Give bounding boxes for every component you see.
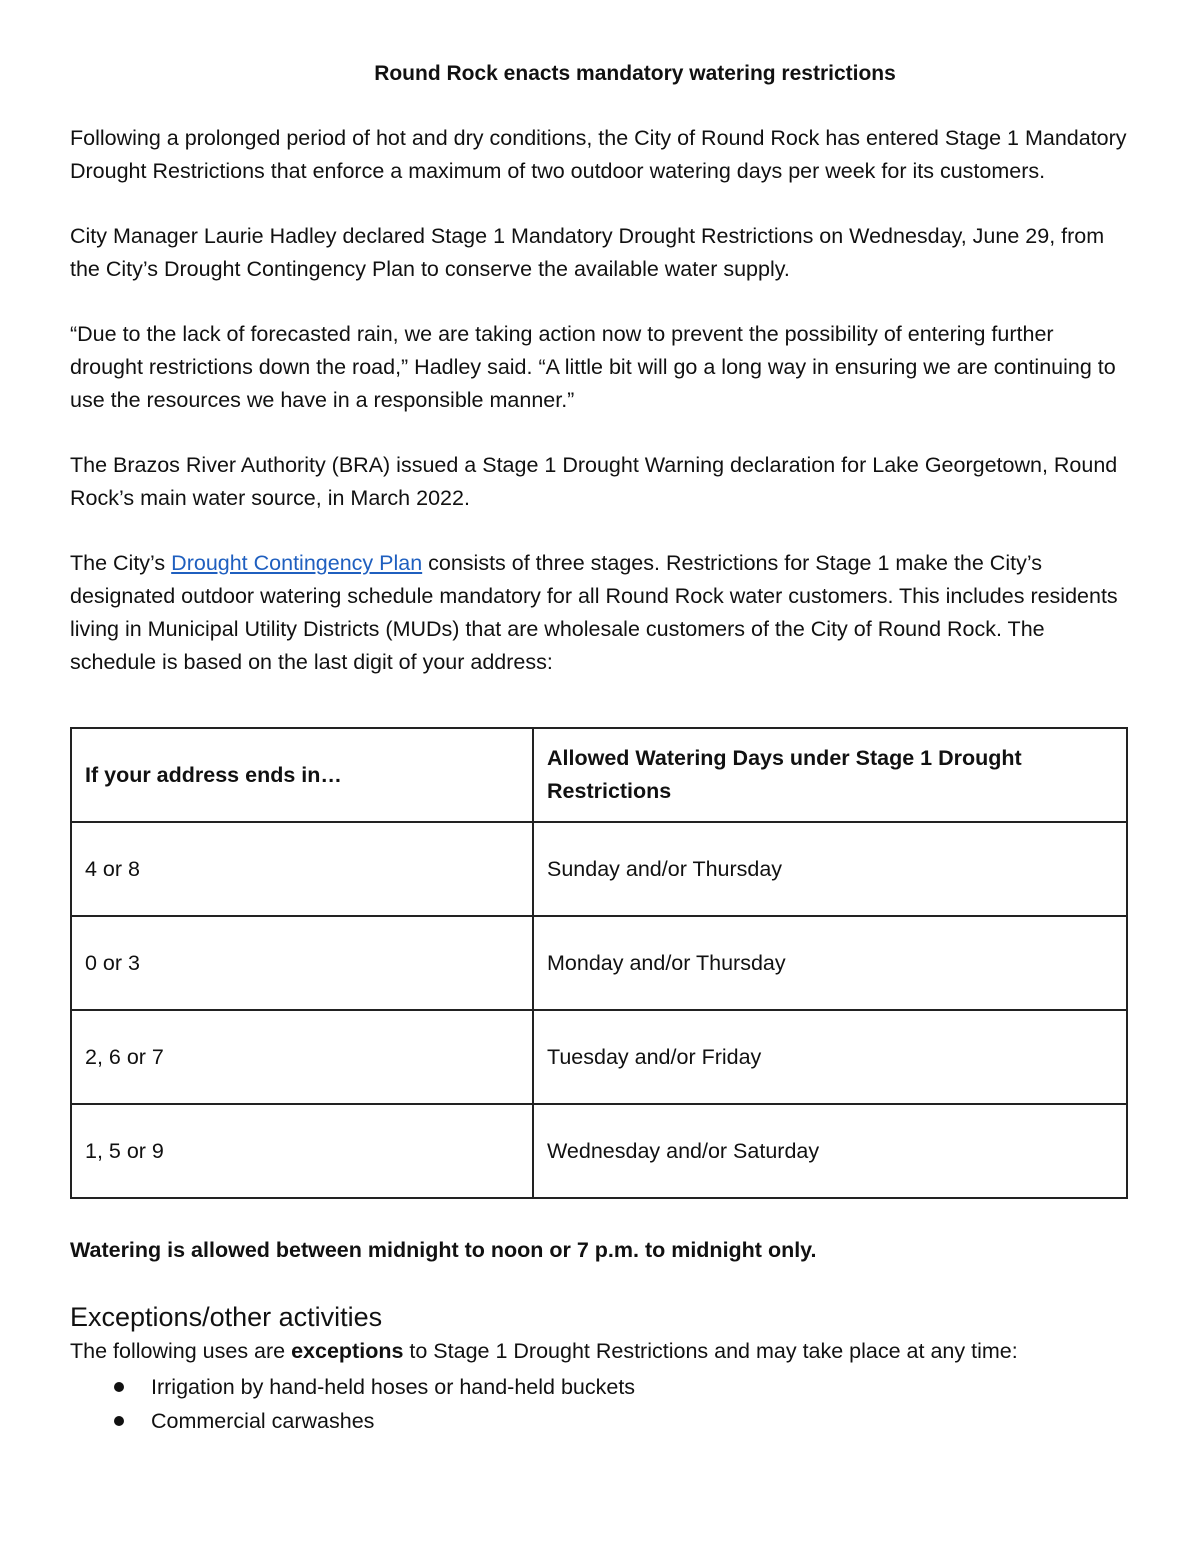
paragraph-quote: “Due to the lack of forecasted rain, we are taking action now to prevent the possibility of entering further drought restrictions down the road,” Hadley said. “A little bit will go a long way in ensuring we are continuing to use the resources we have in a responsible manner.” (70, 322, 1116, 412)
address-digits-cell: 4 or 8 (71, 822, 533, 916)
watering-days-cell: Tuesday and/or Friday (533, 1010, 1127, 1104)
address-digits-cell: 1, 5 or 9 (71, 1104, 533, 1198)
exceptions-intro-after: to Stage 1 Drought Restrictions and may take place at any time: (403, 1339, 1018, 1363)
list-item-text: Commercial carwashes (151, 1409, 375, 1433)
paragraph-bra: The Brazos River Authority (BRA) issued a Stage 1 Drought Warning declaration for Lake Georgetown, Round Rock’s main water source, in March 2022. (70, 453, 1118, 510)
table-row (71, 1104, 1127, 1198)
exceptions-intro-bold: exceptions (291, 1339, 404, 1363)
watering-days-cell: Sunday and/or Thursday (533, 822, 1127, 916)
address-digits-cell: 0 or 3 (71, 916, 533, 1010)
watering-days-cell: Monday and/or Thursday (533, 916, 1127, 1010)
table-row (71, 916, 1127, 1010)
table-row (71, 822, 1127, 916)
watering-schedule-table (70, 727, 1128, 1199)
exceptions-intro-before: The following uses are (70, 1339, 292, 1363)
watering-days-cell: Wednesday and/or Saturday (533, 1104, 1127, 1198)
drought-contingency-plan-link[interactable]: Drought Contingency Plan (171, 551, 423, 575)
paragraph-plan (70, 547, 1130, 679)
paragraph-intro: Following a prolonged period of hot and dry conditions, the City of Round Rock has entered Stage 1 Mandatory Drought Restrictions that enforce a maximum of two outdoor watering days per week for its customers. (70, 126, 1127, 183)
table-row (71, 1010, 1127, 1104)
bullet-icon (114, 1382, 124, 1392)
address-digits-cell: 2, 6 or 7 (71, 1010, 533, 1104)
exceptions-heading: Exceptions/other activities (70, 1302, 383, 1332)
plan-text-after: consists of three stages. Restrictions for Stage 1 make the City’s designated outdoor watering schedule mandatory for all Round Rock water customers. This includes residents living in Municipal Utility Districts (MUDs) that are wholesale customers of the City of Round Rock. The schedule is based on the last digit of your address: (70, 551, 1118, 674)
watering-hours-note: Watering is allowed between midnight to noon or 7 p.m. to midnight only. (70, 1238, 817, 1262)
exceptions-list (70, 1370, 1130, 1438)
list-item-text: Irrigation by hand-held hoses or hand-held buckets (151, 1375, 636, 1399)
list-item (70, 1404, 1130, 1438)
list-item (70, 1370, 1130, 1404)
paragraph-declaration: City Manager Laurie Hadley declared Stage 1 Mandatory Drought Restrictions on Wednesday, June 29, from the City’s Drought Contingency Plan to conserve the available water supply. (70, 224, 1105, 281)
table-header-row (71, 728, 1127, 822)
exceptions-intro (70, 1335, 1130, 1368)
header-address-ending: If your address ends in… (71, 728, 533, 822)
document-title: Round Rock enacts mandatory watering restrictions (374, 62, 896, 85)
bullet-icon (114, 1416, 124, 1426)
header-allowed-days: Allowed Watering Days under Stage 1 Drought Restrictions (533, 728, 1127, 822)
plan-text-before: The City’s (70, 551, 172, 575)
